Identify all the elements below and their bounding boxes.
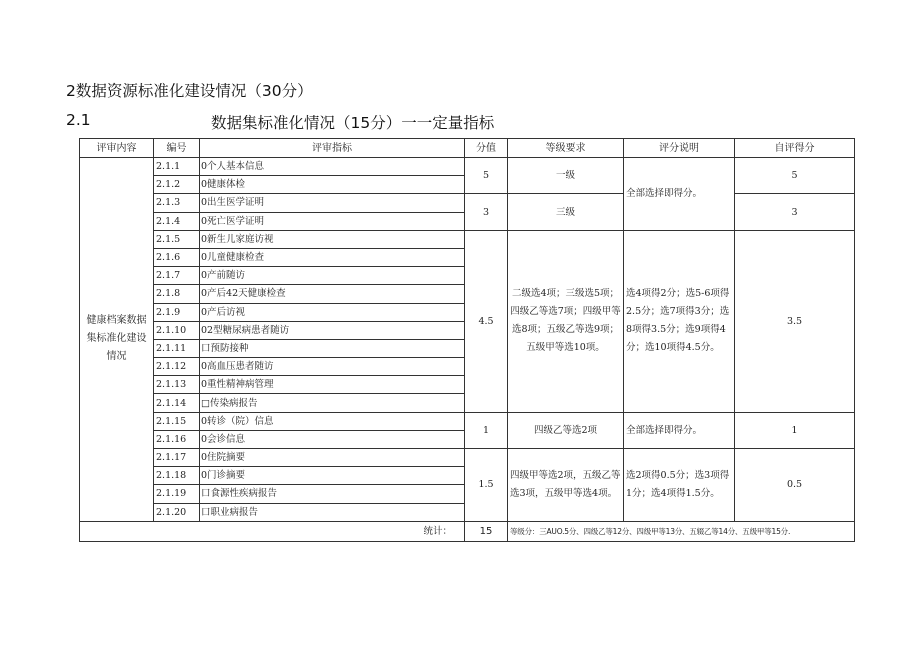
- level-cell: 一级: [508, 158, 624, 194]
- table-row: [80, 230, 855, 248]
- code-cell: 2.1.13: [154, 376, 200, 394]
- total-row: [80, 521, 855, 541]
- column-header: 评审指标: [200, 139, 465, 158]
- code-cell: 2.1.12: [154, 358, 200, 376]
- category-cell: 健康档案数据集标准化建设情况: [80, 158, 154, 522]
- code-cell: 2.1.10: [154, 321, 200, 339]
- score-cell: 4.5: [465, 230, 508, 412]
- code-cell: 2.1.6: [154, 248, 200, 266]
- table-header-row: [80, 139, 855, 158]
- code-cell: 2.1.15: [154, 412, 200, 430]
- indicator-cell: 0会诊信息: [200, 430, 465, 448]
- selfscore-cell: 0.5: [735, 449, 855, 522]
- indicator-cell: □传染病报告: [200, 394, 465, 412]
- indicator-cell: 0门诊摘要: [200, 467, 465, 485]
- indicator-cell: 0转诊（院）信息: [200, 412, 465, 430]
- indicator-cell: 0高血压患者随访: [200, 358, 465, 376]
- indicator-cell: 口食源性疾病报告: [200, 485, 465, 503]
- selfscore-cell: 5: [735, 158, 855, 194]
- code-cell: 2.1.20: [154, 503, 200, 521]
- indicator-cell: 0健康体检: [200, 176, 465, 194]
- code-cell: 2.1.1: [154, 158, 200, 176]
- score-cell: 1: [465, 412, 508, 448]
- code-cell: 2.1.9: [154, 303, 200, 321]
- explain-cell: 全部选择即得分。: [624, 412, 735, 448]
- level-cell: 四级甲等选2项，五级乙等选3项，五级甲等选4项。: [508, 449, 624, 522]
- code-cell: 2.1.14: [154, 394, 200, 412]
- code-cell: 2.1.18: [154, 467, 200, 485]
- column-header: 评审内容: [80, 139, 154, 158]
- table-row: [80, 194, 855, 212]
- code-cell: 2.1.5: [154, 230, 200, 248]
- code-cell: 2.1.2: [154, 176, 200, 194]
- indicator-cell: 0产前随访: [200, 267, 465, 285]
- score-cell: 5: [465, 158, 508, 194]
- review-table: [79, 138, 855, 542]
- table-row: [80, 449, 855, 467]
- subsection-number: 2.1: [66, 111, 91, 129]
- indicator-cell: 02型糖尿病患者随访: [200, 321, 465, 339]
- indicator-cell: 0新生儿家庭访视: [200, 230, 465, 248]
- total-score: 15: [465, 521, 508, 541]
- table-row: [80, 158, 855, 176]
- column-header: 分值: [465, 139, 508, 158]
- column-header: 评分说明: [624, 139, 735, 158]
- code-cell: 2.1.19: [154, 485, 200, 503]
- level-cell: 三级: [508, 194, 624, 230]
- column-header: 等级要求: [508, 139, 624, 158]
- subsection-title: 数据集标准化情况（15分）一一定量指标: [211, 114, 495, 132]
- selfscore-cell: 3: [735, 194, 855, 230]
- table-row: [80, 412, 855, 430]
- selfscore-cell: 3.5: [735, 230, 855, 412]
- code-cell: 2.1.11: [154, 339, 200, 357]
- level-cell: 四级乙等选2项: [508, 412, 624, 448]
- indicator-cell: 0重性精神病管理: [200, 376, 465, 394]
- score-cell: 1.5: [465, 449, 508, 522]
- score-cell: 3: [465, 194, 508, 230]
- code-cell: 2.1.4: [154, 212, 200, 230]
- code-cell: 2.1.8: [154, 285, 200, 303]
- explain-cell: 选2项得0.5分；选3项得1分；选4项得1.5分。: [624, 449, 735, 522]
- code-cell: 2.1.7: [154, 267, 200, 285]
- code-cell: 2.1.16: [154, 430, 200, 448]
- code-cell: 2.1.17: [154, 449, 200, 467]
- total-label: 统计：: [80, 521, 465, 541]
- indicator-cell: 0出生医学证明: [200, 194, 465, 212]
- indicator-cell: 0死亡医学证明: [200, 212, 465, 230]
- indicator-cell: 0儿童健康检查: [200, 248, 465, 266]
- level-cell: 二级选4项；三级选5项；四级乙等选7项；四级甲等选8项；五级乙等选9项；五级甲等选10项。: [508, 230, 624, 412]
- explain-cell: 全部选择即得分。: [624, 158, 735, 231]
- column-header: 编号: [154, 139, 200, 158]
- explain-cell: 选4项得2分；选5-6项得2.5分；选7项得3分；选8项得3.5分；选9项得4分；选10项得4.5分。: [624, 230, 735, 412]
- code-cell: 2.1.3: [154, 194, 200, 212]
- indicator-cell: 0产后42天健康检查: [200, 285, 465, 303]
- column-header: 自评得分: [735, 139, 855, 158]
- indicator-cell: 0住院摘要: [200, 449, 465, 467]
- section-heading: 2数据资源标准化建设情况（30分）: [66, 82, 313, 100]
- selfscore-cell: 1: [735, 412, 855, 448]
- indicator-cell: 0产后访视: [200, 303, 465, 321]
- indicator-cell: 口职业病报告: [200, 503, 465, 521]
- total-note: 等级分：三AUO.5分、四级乙等12分、四级甲等13分、五辍乙等14分、五级甲等15分.: [508, 521, 855, 541]
- indicator-cell: 0个人基本信息: [200, 158, 465, 176]
- indicator-cell: 口预防接种: [200, 339, 465, 357]
